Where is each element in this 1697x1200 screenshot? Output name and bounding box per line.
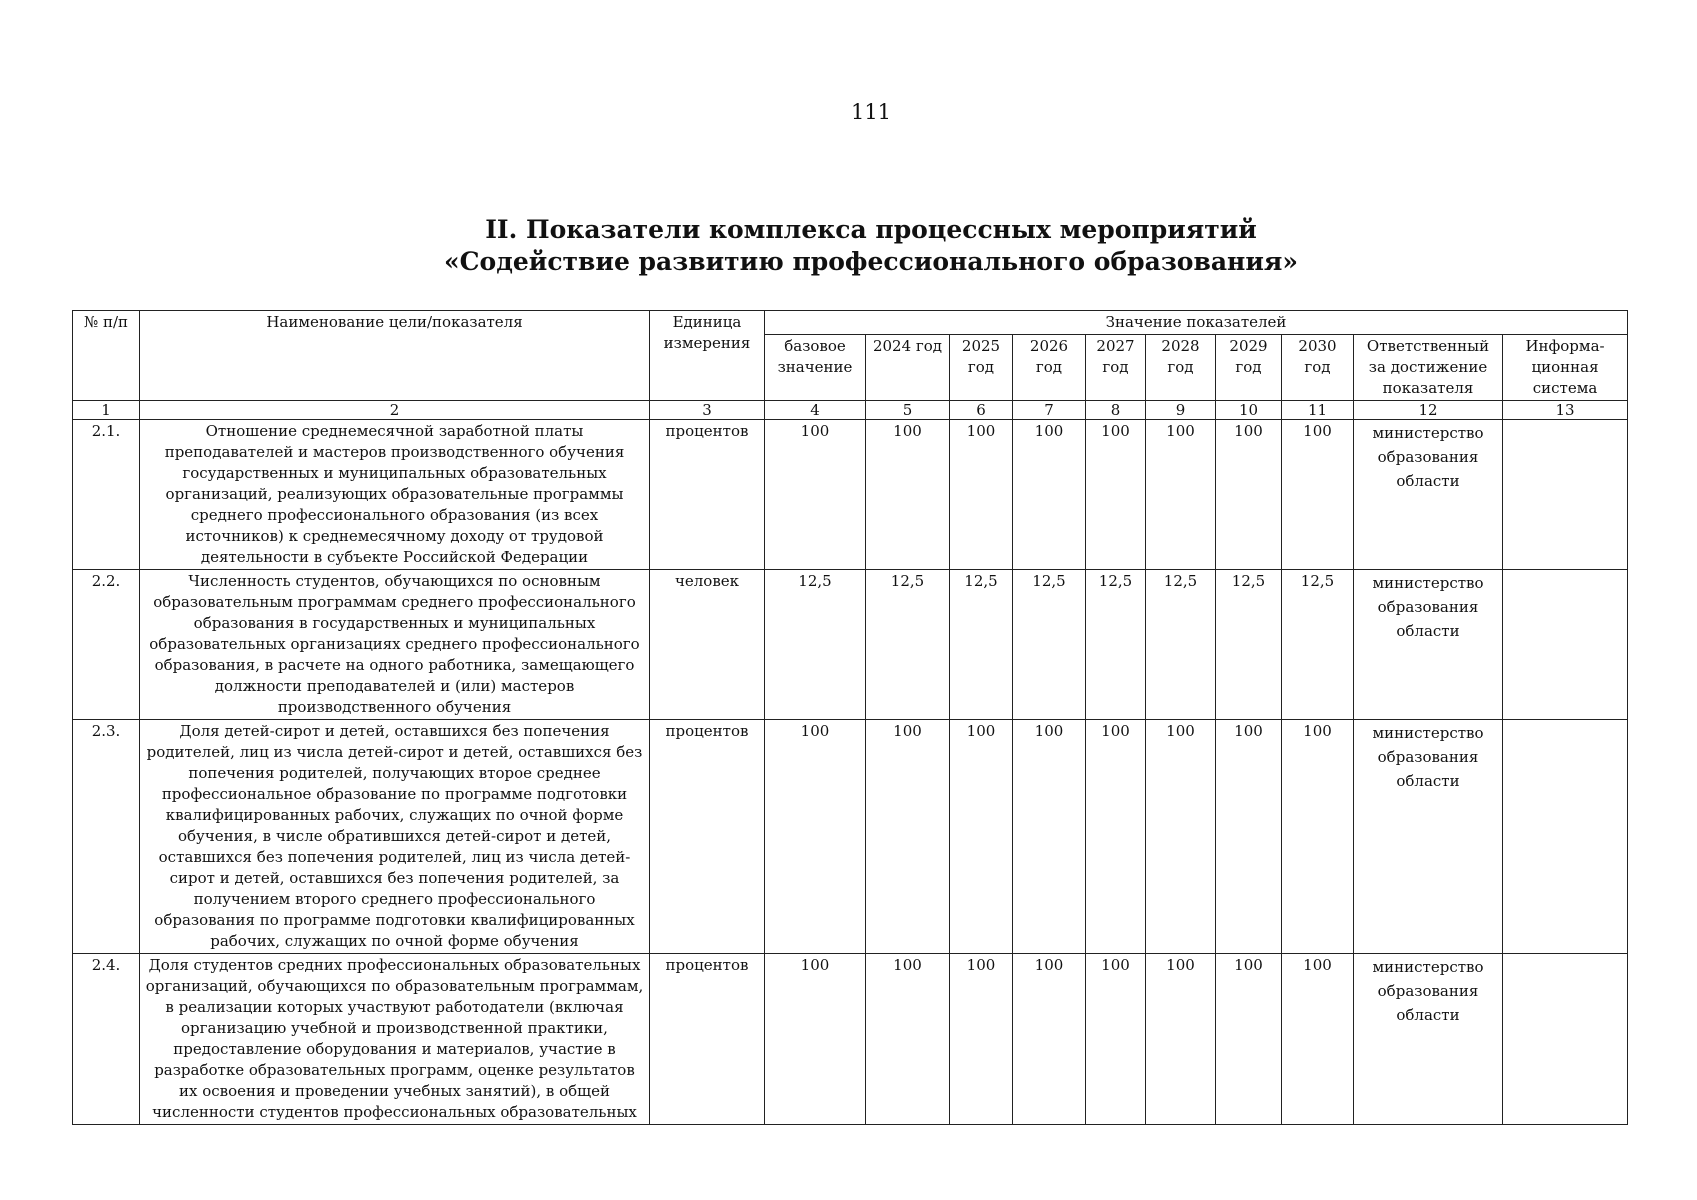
- row-unit: процентов: [650, 954, 765, 1125]
- header-year: 2028 год: [1146, 335, 1216, 401]
- row-unit: человек: [650, 570, 765, 720]
- row-indicator-name: Доля детей-сирот и детей, оставшихся без попечения родителей, лиц из числа детей-сирот и детей, оставшихся без попечения родителей, получающих второе среднее профессиональное образование по программе подготовки квалифицированных рабочих, служащих по очной форме обучения, в числе обратившихся детей-сирот и детей, оставшихся без попечения родителей, лиц из числа детей-сирот и детей, оставшихся без попечения родителей, за получением второго среднего профессионального образования по программе подготовки квалифицированных рабочих, служащих по очной форме обучения: [140, 720, 650, 954]
- row-value: 100: [1086, 720, 1146, 954]
- column-number: 10: [1216, 401, 1282, 420]
- column-number: 12: [1354, 401, 1503, 420]
- row-info-system: [1503, 570, 1628, 720]
- row-value: 12,5: [1282, 570, 1354, 720]
- column-number: 2: [140, 401, 650, 420]
- column-number: 6: [950, 401, 1013, 420]
- row-base-value: 100: [765, 954, 866, 1125]
- header-unit: Единица измерения: [650, 311, 765, 401]
- column-number: 5: [866, 401, 950, 420]
- column-number: 13: [1503, 401, 1628, 420]
- row-responsible: министерство образования области: [1354, 720, 1503, 954]
- table-row: [73, 420, 1628, 570]
- table-header: [73, 311, 1628, 401]
- row-value: 100: [1013, 420, 1086, 570]
- row-info-system: [1503, 420, 1628, 570]
- document-title: [0, 214, 1697, 278]
- row-value: 100: [1282, 720, 1354, 954]
- row-value: 100: [1216, 420, 1282, 570]
- row-unit: процентов: [650, 720, 765, 954]
- row-indicator-name: Численность студентов, обучающихся по основным образовательным программам среднего профессионального образования в государственных и муниципальных образовательных организациях среднего профессионального образования, в расчете на одного работника, замещающего должности преподавателей и (или) мастеров производственного обучения: [140, 570, 650, 720]
- column-number: 3: [650, 401, 765, 420]
- row-value: 100: [1146, 720, 1216, 954]
- row-value: 100: [950, 954, 1013, 1125]
- table-row: [73, 720, 1628, 954]
- row-unit: процентов: [650, 420, 765, 570]
- indicators-table: [72, 310, 1628, 1125]
- row-value: 12,5: [1013, 570, 1086, 720]
- table-row: [73, 570, 1628, 720]
- header-num: № п/п: [73, 311, 140, 401]
- header-responsible: Ответственный за достижение показателя: [1354, 335, 1503, 401]
- row-base-value: 100: [765, 420, 866, 570]
- header-values-group: Значение показателей: [765, 311, 1628, 335]
- column-number: 1: [73, 401, 140, 420]
- row-value: 100: [1216, 954, 1282, 1125]
- row-responsible: министерство образования области: [1354, 954, 1503, 1125]
- column-number: 11: [1282, 401, 1354, 420]
- row-num: 2.3.: [73, 720, 140, 954]
- header-year: 2025 год: [950, 335, 1013, 401]
- header-year: 2030 год: [1282, 335, 1354, 401]
- row-base-value: 12,5: [765, 570, 866, 720]
- row-value: 100: [950, 420, 1013, 570]
- row-value: 100: [950, 720, 1013, 954]
- row-num: 2.1.: [73, 420, 140, 570]
- row-value: 100: [1013, 954, 1086, 1125]
- header-base: базовое значение: [765, 335, 866, 401]
- row-value: 100: [1216, 720, 1282, 954]
- column-number: 4: [765, 401, 866, 420]
- row-value: 100: [866, 420, 950, 570]
- header-year: 2024 год: [866, 335, 950, 401]
- header-year: 2026 год: [1013, 335, 1086, 401]
- row-value: 12,5: [866, 570, 950, 720]
- column-number: 8: [1086, 401, 1146, 420]
- header-year: 2029 год: [1216, 335, 1282, 401]
- row-value: 12,5: [1216, 570, 1282, 720]
- row-value: 12,5: [950, 570, 1013, 720]
- column-number: 7: [1013, 401, 1086, 420]
- row-responsible: министерство образования области: [1354, 420, 1503, 570]
- page-number: 111: [850, 100, 892, 124]
- row-num: 2.2.: [73, 570, 140, 720]
- row-value: 100: [1146, 420, 1216, 570]
- row-value: 100: [1282, 420, 1354, 570]
- row-value: 12,5: [1146, 570, 1216, 720]
- row-value: 100: [866, 720, 950, 954]
- row-value: 12,5: [1086, 570, 1146, 720]
- column-number: 9: [1146, 401, 1216, 420]
- row-base-value: 100: [765, 720, 866, 954]
- row-value: 100: [1013, 720, 1086, 954]
- row-value: 100: [1146, 954, 1216, 1125]
- row-value: 100: [1086, 420, 1146, 570]
- row-info-system: [1503, 954, 1628, 1125]
- header-year: 2027 год: [1086, 335, 1146, 401]
- row-info-system: [1503, 720, 1628, 954]
- header-name: Наименование цели/показателя: [140, 311, 650, 401]
- row-value: 100: [1282, 954, 1354, 1125]
- row-indicator-name: Доля студентов средних профессиональных образовательных организаций, обучающихся по образовательным программам, в реализации которых участвуют работодатели (включая организацию учебной и производственной практики, предоставление оборудования и материалов, участие в разработке образовательных программ, оценке результатов их освоения и проведении учебных занятий), в общей численности студентов профессиональных образовательных: [140, 954, 650, 1125]
- header-info-system: Информа-ционная система: [1503, 335, 1628, 401]
- row-responsible: министерство образования области: [1354, 570, 1503, 720]
- column-numbers-row: [73, 401, 1628, 420]
- title-line-1: II. Показатели комплекса процессных мероприятий: [485, 215, 1257, 244]
- row-value: 100: [1086, 954, 1146, 1125]
- title-line-2: «Содействие развитию профессионального образования»: [444, 247, 1298, 276]
- table-row: [73, 954, 1628, 1125]
- table-body: [73, 401, 1628, 1125]
- row-num: 2.4.: [73, 954, 140, 1125]
- row-indicator-name: Отношение среднемесячной заработной платы преподавателей и мастеров производственного обучения государственных и муниципальных образовательных организаций, реализующих образовательные программы среднего профессионального образования (из всех источников) к среднемесячному доходу от трудовой деятельности в субъекте Российской Федерации: [140, 420, 650, 570]
- row-value: 100: [866, 954, 950, 1125]
